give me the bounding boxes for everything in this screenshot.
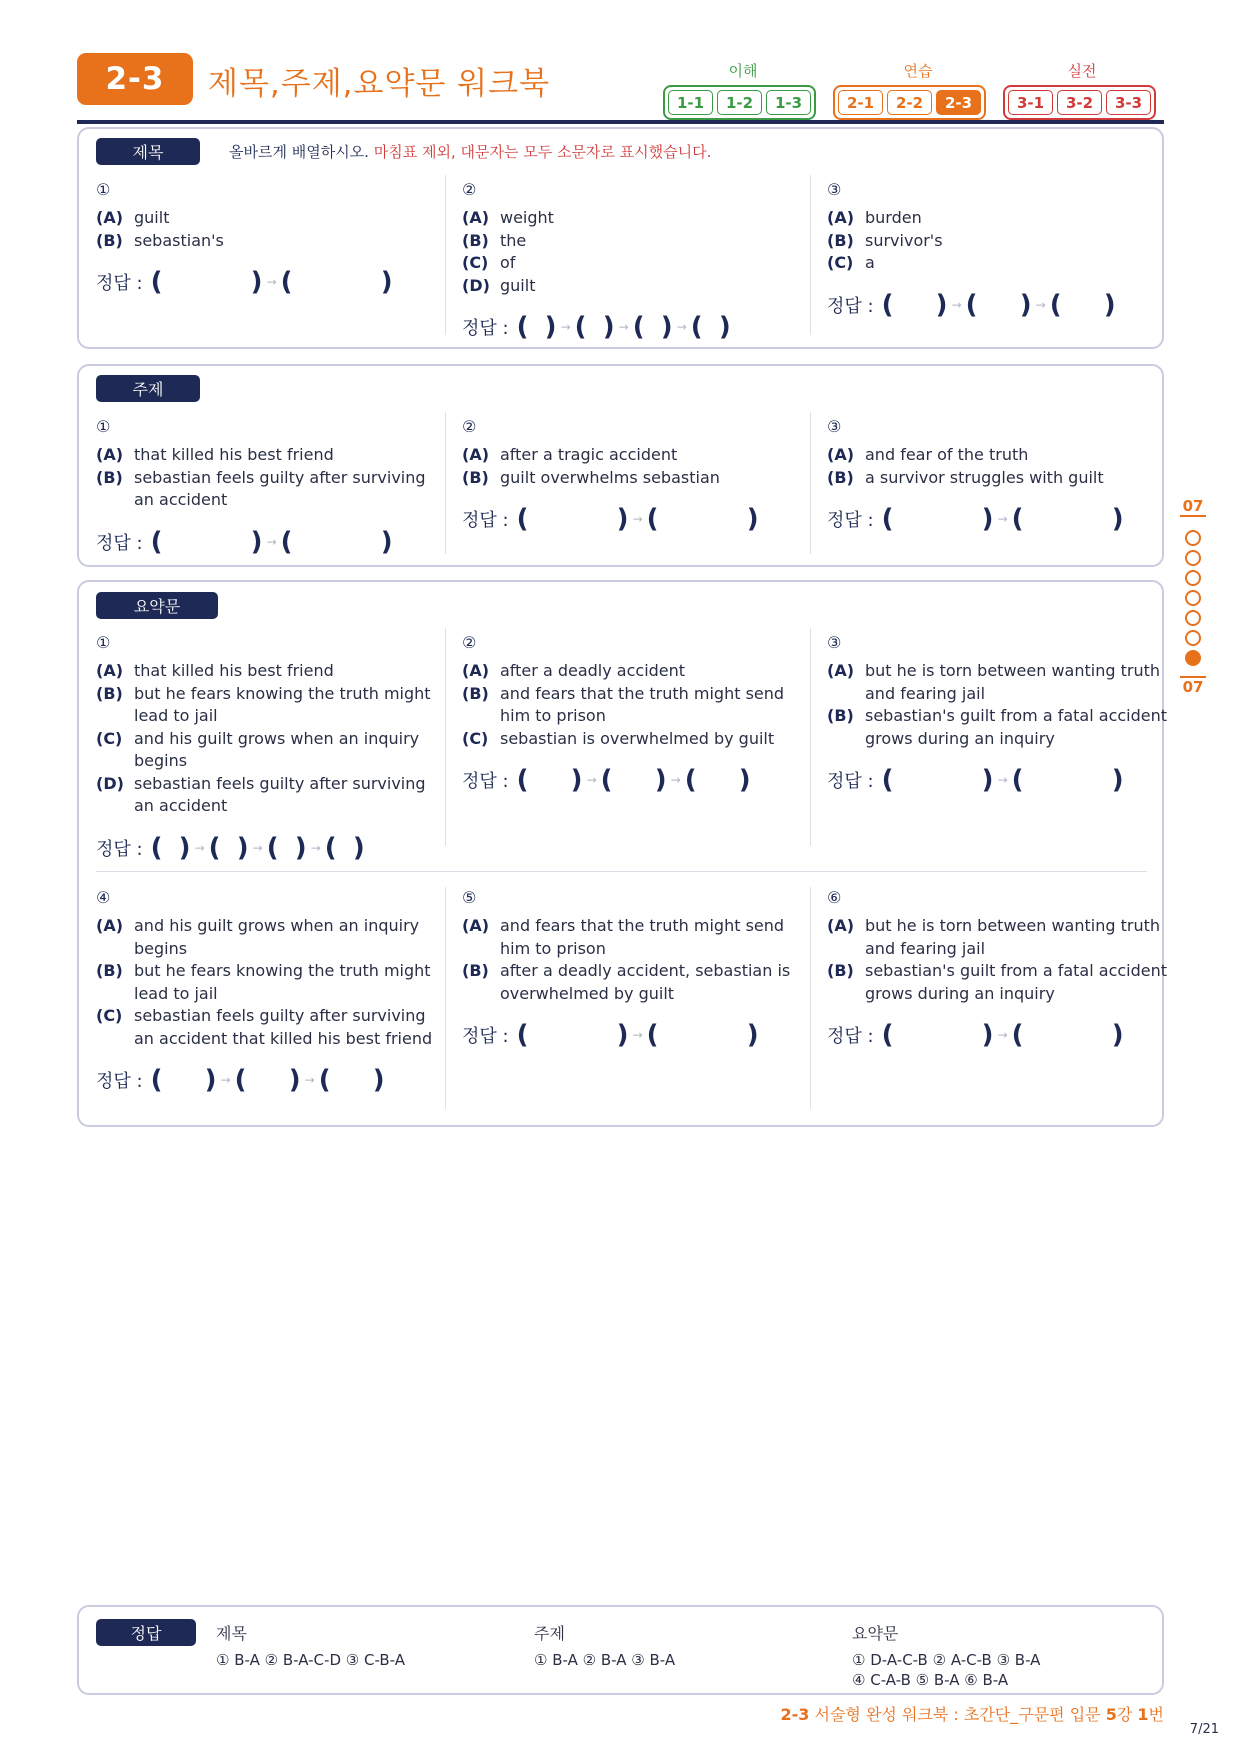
answer-blank[interactable]: ( ) xyxy=(150,526,263,557)
progress-dot[interactable] xyxy=(1185,530,1201,546)
option-a xyxy=(827,915,1177,960)
option-a xyxy=(462,444,812,467)
row-divider xyxy=(96,871,1147,872)
answer-label: 정답 : xyxy=(462,318,509,339)
question-number: ③ xyxy=(827,633,842,652)
answer-key-title xyxy=(216,1621,405,1670)
option-label: (A) xyxy=(827,208,855,227)
arrow-icon: → xyxy=(252,840,263,855)
answer-blank[interactable]: ( ) xyxy=(266,832,307,863)
option-text: and his guilt grows when an inquiry begins xyxy=(134,916,420,958)
page-indicator: 7/21 xyxy=(1189,1722,1219,1737)
option-text: of xyxy=(500,253,516,272)
answer-blank[interactable]: ( ) xyxy=(1011,765,1124,795)
answer-blank[interactable]: ( ) xyxy=(690,312,731,342)
answer-key-heading: 제목 xyxy=(216,1624,247,1643)
answer-blank[interactable]: ( ) xyxy=(150,1065,217,1095)
option-d xyxy=(96,773,446,818)
arrow-icon: → xyxy=(194,840,205,855)
answer-label: 정답 : xyxy=(827,295,874,317)
arrow-icon: → xyxy=(266,275,277,289)
option-a xyxy=(827,660,1177,705)
answer-key-line: ④ C-A-B ⑤ B-A ⑥ B-A xyxy=(852,1671,1009,1689)
option-c xyxy=(462,728,812,751)
stage-label-practice: 연습 xyxy=(903,62,933,80)
lesson-tab-1-2[interactable]: 1-2 xyxy=(717,90,762,115)
question-number: ② xyxy=(462,180,477,199)
answer-key-heading: 요약문 xyxy=(852,1624,899,1643)
option-text: sebastian feels guilty after surviving an accident xyxy=(134,773,426,815)
option-a xyxy=(96,444,446,467)
answer-row xyxy=(96,832,446,864)
option-a xyxy=(96,207,446,230)
option-b xyxy=(827,467,1177,490)
answer-blank[interactable]: ( ) xyxy=(280,526,393,557)
summary-section xyxy=(77,580,1168,1127)
option-label: (A) xyxy=(96,916,124,935)
answer-key-summary xyxy=(852,1621,1040,1690)
option-text: guilt overwhelms sebastian xyxy=(500,467,720,487)
option-b xyxy=(462,683,812,728)
answer-row xyxy=(462,764,812,796)
option-a xyxy=(462,915,812,960)
option-label: (B) xyxy=(462,683,489,703)
answer-blank[interactable]: ( ) xyxy=(600,765,667,795)
answer-blank[interactable]: ( ) xyxy=(632,312,673,342)
option-label: (A) xyxy=(462,208,490,227)
summary-question-6 xyxy=(827,887,1177,1051)
question-number: ④ xyxy=(96,888,111,907)
arrow-icon: → xyxy=(586,773,597,787)
option-text: a survivor struggles with guilt xyxy=(865,467,1104,487)
section-tag-topic: 주제 xyxy=(96,375,200,402)
option-label: (C) xyxy=(462,253,489,272)
footer-number: 1 xyxy=(1137,1705,1149,1724)
lesson-tab-3-3[interactable]: 3-3 xyxy=(1106,90,1151,115)
option-label: (A) xyxy=(96,208,124,227)
option-label: (A) xyxy=(827,916,855,935)
option-text: after a tragic accident xyxy=(500,445,678,464)
question-number: ① xyxy=(96,180,111,199)
answer-key-heading: 주제 xyxy=(534,1624,565,1643)
lesson-group-practice xyxy=(833,85,986,120)
answer-blank[interactable]: ( ) xyxy=(208,832,249,863)
option-c xyxy=(827,252,1177,275)
answer-blank[interactable]: ( ) xyxy=(646,504,759,534)
arrow-icon: → xyxy=(676,320,687,334)
option-label: (D) xyxy=(462,275,490,295)
option-c xyxy=(462,252,812,275)
answer-row xyxy=(462,1019,812,1051)
option-text: sebastian is overwhelmed by guilt xyxy=(500,728,775,748)
answer-blank[interactable]: ( ) xyxy=(516,312,557,342)
option-b xyxy=(827,705,1177,750)
option-text: and fears that the truth might send him to prison xyxy=(500,683,785,725)
option-label: (B) xyxy=(827,230,854,250)
option-text: the xyxy=(500,230,527,250)
option-label: (B) xyxy=(96,683,123,703)
arrow-icon: → xyxy=(304,1073,315,1087)
option-text: sebastian's guilt from a fatal accident grows during an inquiry xyxy=(865,961,1168,1003)
question-number: ⑤ xyxy=(462,888,477,907)
option-text: sebastian's xyxy=(134,230,224,250)
answer-blank[interactable]: ( ) xyxy=(516,765,583,795)
option-label: (A) xyxy=(96,661,124,680)
option-b xyxy=(96,467,446,512)
arrow-icon: → xyxy=(266,534,277,549)
option-c xyxy=(96,728,446,773)
answer-blank[interactable]: ( ) xyxy=(234,1065,301,1095)
answer-key-line: ① B-A ② B-A-C-D ③ C-B-A xyxy=(216,1651,405,1669)
option-label: (B) xyxy=(96,961,123,980)
footer-lecture-suffix: 강 xyxy=(1116,1705,1138,1724)
question-number: ② xyxy=(462,417,477,436)
topic-question-3 xyxy=(827,416,1177,535)
topic-question-1 xyxy=(96,416,446,558)
option-d xyxy=(462,275,812,298)
option-a xyxy=(462,207,812,230)
option-label: (A) xyxy=(827,445,855,464)
option-text: sebastian's guilt from a fatal accident grows during an inquiry xyxy=(865,706,1168,748)
arrow-icon: → xyxy=(560,320,571,334)
option-b xyxy=(827,960,1177,1005)
arrow-icon: → xyxy=(1035,297,1046,312)
answer-blank[interactable]: ( ) xyxy=(881,1020,994,1050)
progress-dot[interactable] xyxy=(1185,630,1201,646)
option-label: (A) xyxy=(462,661,490,680)
summary-question-5 xyxy=(462,887,812,1051)
option-text: burden xyxy=(865,208,922,227)
option-a xyxy=(827,207,1177,230)
option-text: guilt xyxy=(134,208,170,227)
lesson-tab-1-1[interactable]: 1-1 xyxy=(668,90,713,115)
footer-unit: 2-3 xyxy=(780,1705,810,1724)
arrow-icon: → xyxy=(670,773,681,787)
arrow-icon: → xyxy=(951,297,962,312)
option-label: (B) xyxy=(462,467,489,487)
answer-blank[interactable]: ( ) xyxy=(881,504,994,534)
option-label: (C) xyxy=(96,728,123,748)
option-text: sebastian feels guilty after surviving an accident that killed his best friend xyxy=(134,1006,433,1048)
answer-blank[interactable]: ( ) xyxy=(574,312,615,342)
answer-label: 정답 : xyxy=(96,273,143,294)
section-tag-summary: 요약문 xyxy=(96,592,218,619)
arrow-icon: → xyxy=(310,840,321,855)
answer-key-topic xyxy=(534,1621,675,1670)
answer-label: 정답 : xyxy=(96,1071,143,1092)
option-label: (B) xyxy=(462,230,489,250)
answer-key-tag: 정답 xyxy=(96,1619,196,1646)
option-label: (C) xyxy=(96,1006,123,1025)
stage-label-real: 실전 xyxy=(1067,62,1097,80)
answer-blank[interactable]: ( ) xyxy=(150,267,263,297)
arrow-icon: → xyxy=(997,1028,1008,1042)
option-a xyxy=(827,444,1177,467)
answer-blank[interactable]: ( ) xyxy=(516,1020,629,1050)
option-label: (B) xyxy=(96,467,123,487)
arrow-icon: → xyxy=(632,1028,643,1042)
option-text: survivor's xyxy=(865,230,943,250)
arrow-icon: → xyxy=(618,320,629,334)
answer-blank[interactable]: ( ) xyxy=(965,289,1032,320)
question-number: ① xyxy=(96,417,111,436)
title-question-1 xyxy=(96,179,446,298)
option-text: that killed his best friend xyxy=(134,445,334,464)
topic-question-2 xyxy=(462,416,812,535)
option-b xyxy=(827,230,1177,253)
answer-label: 정답 : xyxy=(96,532,143,554)
answer-blank[interactable]: ( ) xyxy=(324,832,365,863)
answer-row xyxy=(827,1019,1177,1051)
arrow-icon: → xyxy=(220,1073,231,1087)
title-question-3 xyxy=(827,179,1177,321)
side-page-number: 07 xyxy=(1180,676,1206,696)
answer-row xyxy=(462,503,812,535)
progress-dot-current[interactable] xyxy=(1185,650,1201,666)
lesson-group-understand xyxy=(663,85,816,120)
option-b xyxy=(96,230,446,253)
option-label: (A) xyxy=(462,445,490,464)
option-text: sebastian feels guilty after surviving an accident xyxy=(134,467,426,509)
option-b xyxy=(96,960,446,1005)
answer-row xyxy=(96,526,446,558)
lesson-group-real xyxy=(1003,85,1156,120)
option-a xyxy=(462,660,812,683)
option-a xyxy=(96,660,446,683)
answer-blank[interactable]: ( ) xyxy=(646,1020,759,1050)
arrow-icon: → xyxy=(997,512,1008,526)
answer-label: 정답 : xyxy=(462,1026,509,1047)
lesson-tab-1-3[interactable]: 1-3 xyxy=(766,90,811,115)
option-text: weight xyxy=(500,208,554,227)
option-text: after a deadly accident xyxy=(500,661,686,680)
lesson-tab-3-1[interactable]: 3-1 xyxy=(1008,90,1053,115)
unit-badge: 2-3 xyxy=(77,53,193,105)
answer-label: 정답 : xyxy=(827,510,874,531)
lesson-tab-3-2[interactable]: 3-2 xyxy=(1057,90,1102,115)
stage-label-understand: 이해 xyxy=(728,62,758,80)
option-text: but he fears knowing the truth might lead to jail xyxy=(134,961,431,1003)
option-label: (A) xyxy=(462,916,490,935)
answer-row xyxy=(462,311,812,343)
footer-lecture: 5 xyxy=(1105,1705,1117,1724)
answer-blank[interactable]: ( ) xyxy=(684,765,751,795)
option-text: but he is torn between wanting truth and fearing jail xyxy=(865,661,1160,703)
option-label: (C) xyxy=(827,253,854,272)
option-label: (B) xyxy=(827,706,854,725)
header-divider xyxy=(77,120,1164,124)
option-label: (B) xyxy=(827,467,854,487)
answer-key-line: ① B-A ② B-A ③ B-A xyxy=(534,1651,676,1669)
instruction xyxy=(229,141,711,162)
answer-blank[interactable]: ( ) xyxy=(1011,504,1124,534)
answer-blank[interactable]: ( ) xyxy=(881,765,994,795)
option-text: and his guilt grows when an inquiry begins xyxy=(134,728,420,770)
question-number: ① xyxy=(96,633,111,652)
option-text: and fears that the truth might send him to prison xyxy=(500,916,785,958)
summary-question-3 xyxy=(827,632,1177,796)
title-section xyxy=(77,127,1164,349)
option-b xyxy=(462,230,812,253)
footer-number-suffix: 번 xyxy=(1148,1705,1164,1724)
option-text: that killed his best friend xyxy=(134,661,334,680)
answer-blank[interactable]: ( ) xyxy=(280,267,393,297)
answer-row xyxy=(827,764,1177,796)
question-number: ③ xyxy=(827,417,842,436)
answer-blank[interactable]: ( ) xyxy=(516,504,629,534)
question-number: ② xyxy=(462,633,477,652)
lesson-tab-2-1[interactable]: 2-1 xyxy=(838,90,883,115)
option-label: (A) xyxy=(827,661,855,680)
answer-label: 정답 : xyxy=(96,838,143,860)
summary-question-4 xyxy=(96,887,446,1096)
instruction-note: 마침표 제외, 대문자는 모두 소문자로 표시했습니다. xyxy=(368,143,712,161)
option-text: guilt xyxy=(500,275,536,295)
option-label: (C) xyxy=(462,728,489,748)
answer-blank[interactable]: ( ) xyxy=(1049,289,1116,320)
answer-label: 정답 : xyxy=(827,771,874,792)
option-text: a xyxy=(865,253,875,272)
answer-blank[interactable]: ( ) xyxy=(150,832,191,863)
option-label: (B) xyxy=(462,961,489,980)
option-label: (B) xyxy=(96,230,123,250)
option-label: (A) xyxy=(96,445,124,464)
option-label: (D) xyxy=(96,773,124,793)
option-b xyxy=(96,683,446,728)
summary-question-2 xyxy=(462,632,812,796)
question-number: ⑥ xyxy=(827,888,842,907)
answer-row xyxy=(827,503,1177,535)
topic-section xyxy=(77,364,1164,567)
answer-row xyxy=(827,289,1177,321)
answer-label: 정답 : xyxy=(827,1026,874,1047)
lesson-tab-2-2[interactable]: 2-2 xyxy=(887,90,932,115)
answer-key-line: ① D-A-C-B ② A-C-B ③ B-A xyxy=(852,1651,1041,1669)
title-question-2 xyxy=(462,179,812,343)
answer-key-section xyxy=(77,1605,1164,1695)
answer-blank[interactable]: ( ) xyxy=(1011,1020,1124,1050)
summary-question-1 xyxy=(96,632,446,864)
option-text: after a deadly accident, sebastian is overwhelmed by guilt xyxy=(500,961,791,1003)
option-text: and fear of the truth xyxy=(865,445,1029,464)
page-title: 제목,주제,요약문 워크북 xyxy=(208,66,551,102)
arrow-icon: → xyxy=(997,773,1008,787)
side-page-number: 07 xyxy=(1180,497,1206,517)
option-c xyxy=(96,1005,446,1050)
answer-row xyxy=(96,1064,446,1096)
answer-blank[interactable]: ( ) xyxy=(881,289,948,320)
option-b xyxy=(462,960,812,1005)
answer-label: 정답 : xyxy=(462,771,509,792)
arrow-icon: → xyxy=(632,512,643,526)
progress-dot[interactable] xyxy=(1185,610,1201,626)
answer-row xyxy=(96,266,446,298)
option-text: but he is torn between wanting truth and fearing jail xyxy=(865,916,1160,958)
progress-dot[interactable] xyxy=(1185,590,1201,606)
instruction-text: 올바르게 배열하시오. xyxy=(229,143,369,161)
lesson-tab-2-3[interactable]: 2-3 xyxy=(936,90,981,115)
section-tag-title: 제목 xyxy=(96,138,200,165)
footer xyxy=(781,1702,1165,1725)
footer-text: 서술형 완성 워크북 : 초간단_구문편 입문 xyxy=(809,1705,1106,1724)
option-text: but he fears knowing the truth might lead to jail xyxy=(134,683,431,725)
answer-blank[interactable]: ( ) xyxy=(318,1065,385,1095)
answer-label: 정답 : xyxy=(462,510,509,531)
option-label: (B) xyxy=(827,961,854,980)
option-a xyxy=(96,915,446,960)
progress-dot[interactable] xyxy=(1185,550,1201,566)
question-number: ③ xyxy=(827,180,842,199)
option-b xyxy=(462,467,812,490)
progress-dot[interactable] xyxy=(1185,570,1201,586)
